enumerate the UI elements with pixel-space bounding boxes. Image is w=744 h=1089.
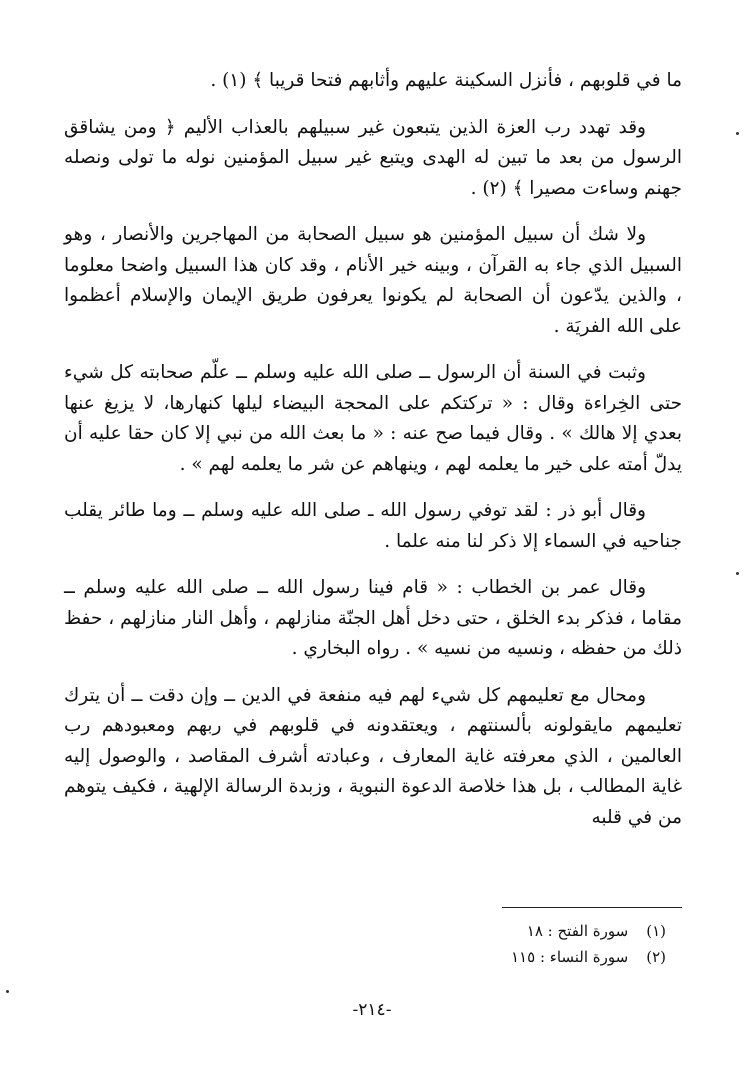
footnote-number: (١): [646, 922, 666, 940]
paragraph-6: وقال عمر بن الخطاب : « قام فينا رسول الله ــ صلى الله عليه وسلم ــ مقاما ، فذكر بدء الخلق ، حتى دخل أهل الجنّة منازلهم ، وأهل النار منازلهم ، حفظ ذلك من حفظه ، ونسيه من نسيه » . رواه البخاري .: [64, 577, 682, 659]
paragraph-3: ولا شك أن سبيل المؤمنين هو سبيل الصحابة من المهاجرين والأنصار ، وهو السبيل الذي جاء به القرآن ، وبينه خير الأنام ، وقد كان هذا السبيل واضحا معلوما ، والذين يدّعون أن الصحابة لم يكونوا يعرفون طريق الإيمان والإسلام أعظموا على الله الفريَة .: [64, 224, 682, 337]
scan-speck: [736, 572, 739, 575]
scan-speck: [6, 990, 9, 993]
scan-speck: [736, 132, 739, 135]
footnote-divider: [502, 907, 682, 908]
footnote-text: سورة النساء : ١١٥: [511, 948, 629, 966]
page-number: -٢١٤-: [352, 1000, 392, 1020]
paragraph-5: وقال أبو ذر : لقد توفي رسول الله ـ صلى الله عليه وسلم ــ وما طائر يقلب جناحيه في السماء إلا ذكر لنا منه علما .: [64, 500, 682, 552]
paragraph-1: ما في قلوبهم ، فأنزل السكينة عليهم وأثابهم فتحا قريبا ﴾ (١) .: [210, 70, 682, 91]
footnote-1: [511, 918, 666, 944]
footnote-text: سورة الفتح : ١٨: [526, 922, 629, 940]
footnote-2: [511, 944, 666, 970]
paragraph-7: ومحال مع تعليمهم كل شيء لهم فيه منفعة في الدين ــ وإن دقت ــ أن يترك تعليمهم مايقولونه بألسنتهم ، ويعتقدونه في قلوبهم في ربهم ومعبودهم رب العالمين ، الذي معرفته غاية المعارف ، وعبادته أشرف المقاصد ، والوصول إليه غاية المطالب ، بل هذا خلاصة الدعوة النبوية ، وزبدة الرسالة الإلهية ، فكيف يتوهم من في قلبه: [64, 684, 682, 828]
main-text: [64, 66, 682, 849]
paragraph-2: وقد تهدد رب العزة الذين يتبعون غير سبيلهم بالعذاب الأليم ﴿ ومن يشاقق الرسول من بعد ما تبين له الهدى ويتبع غير سبيل المؤمنين نوله ما تولى ونصله جهنم وساءت مصيرا ﴾ (٢) .: [64, 116, 682, 199]
footnote-number: (٢): [646, 948, 666, 966]
paragraph-4: وثبت في السنة أن الرسول ــ صلى الله عليه وسلم ــ علّم صحابته كل شيء حتى الخِراءة وقال : « تركتكم على المحجة البيضاء ليلها كنهارها، لا يزيغ عنها بعدي إلا هالك » . وقال فيما صح عنه : « ما بعث الله من نبي إلا كان حقا عليه أن يدلّ أمته على خير ما يعلمه لهم ، وينهاهم عن شر ما يعلمه لهم » .: [64, 362, 682, 475]
footnotes: [511, 918, 666, 970]
